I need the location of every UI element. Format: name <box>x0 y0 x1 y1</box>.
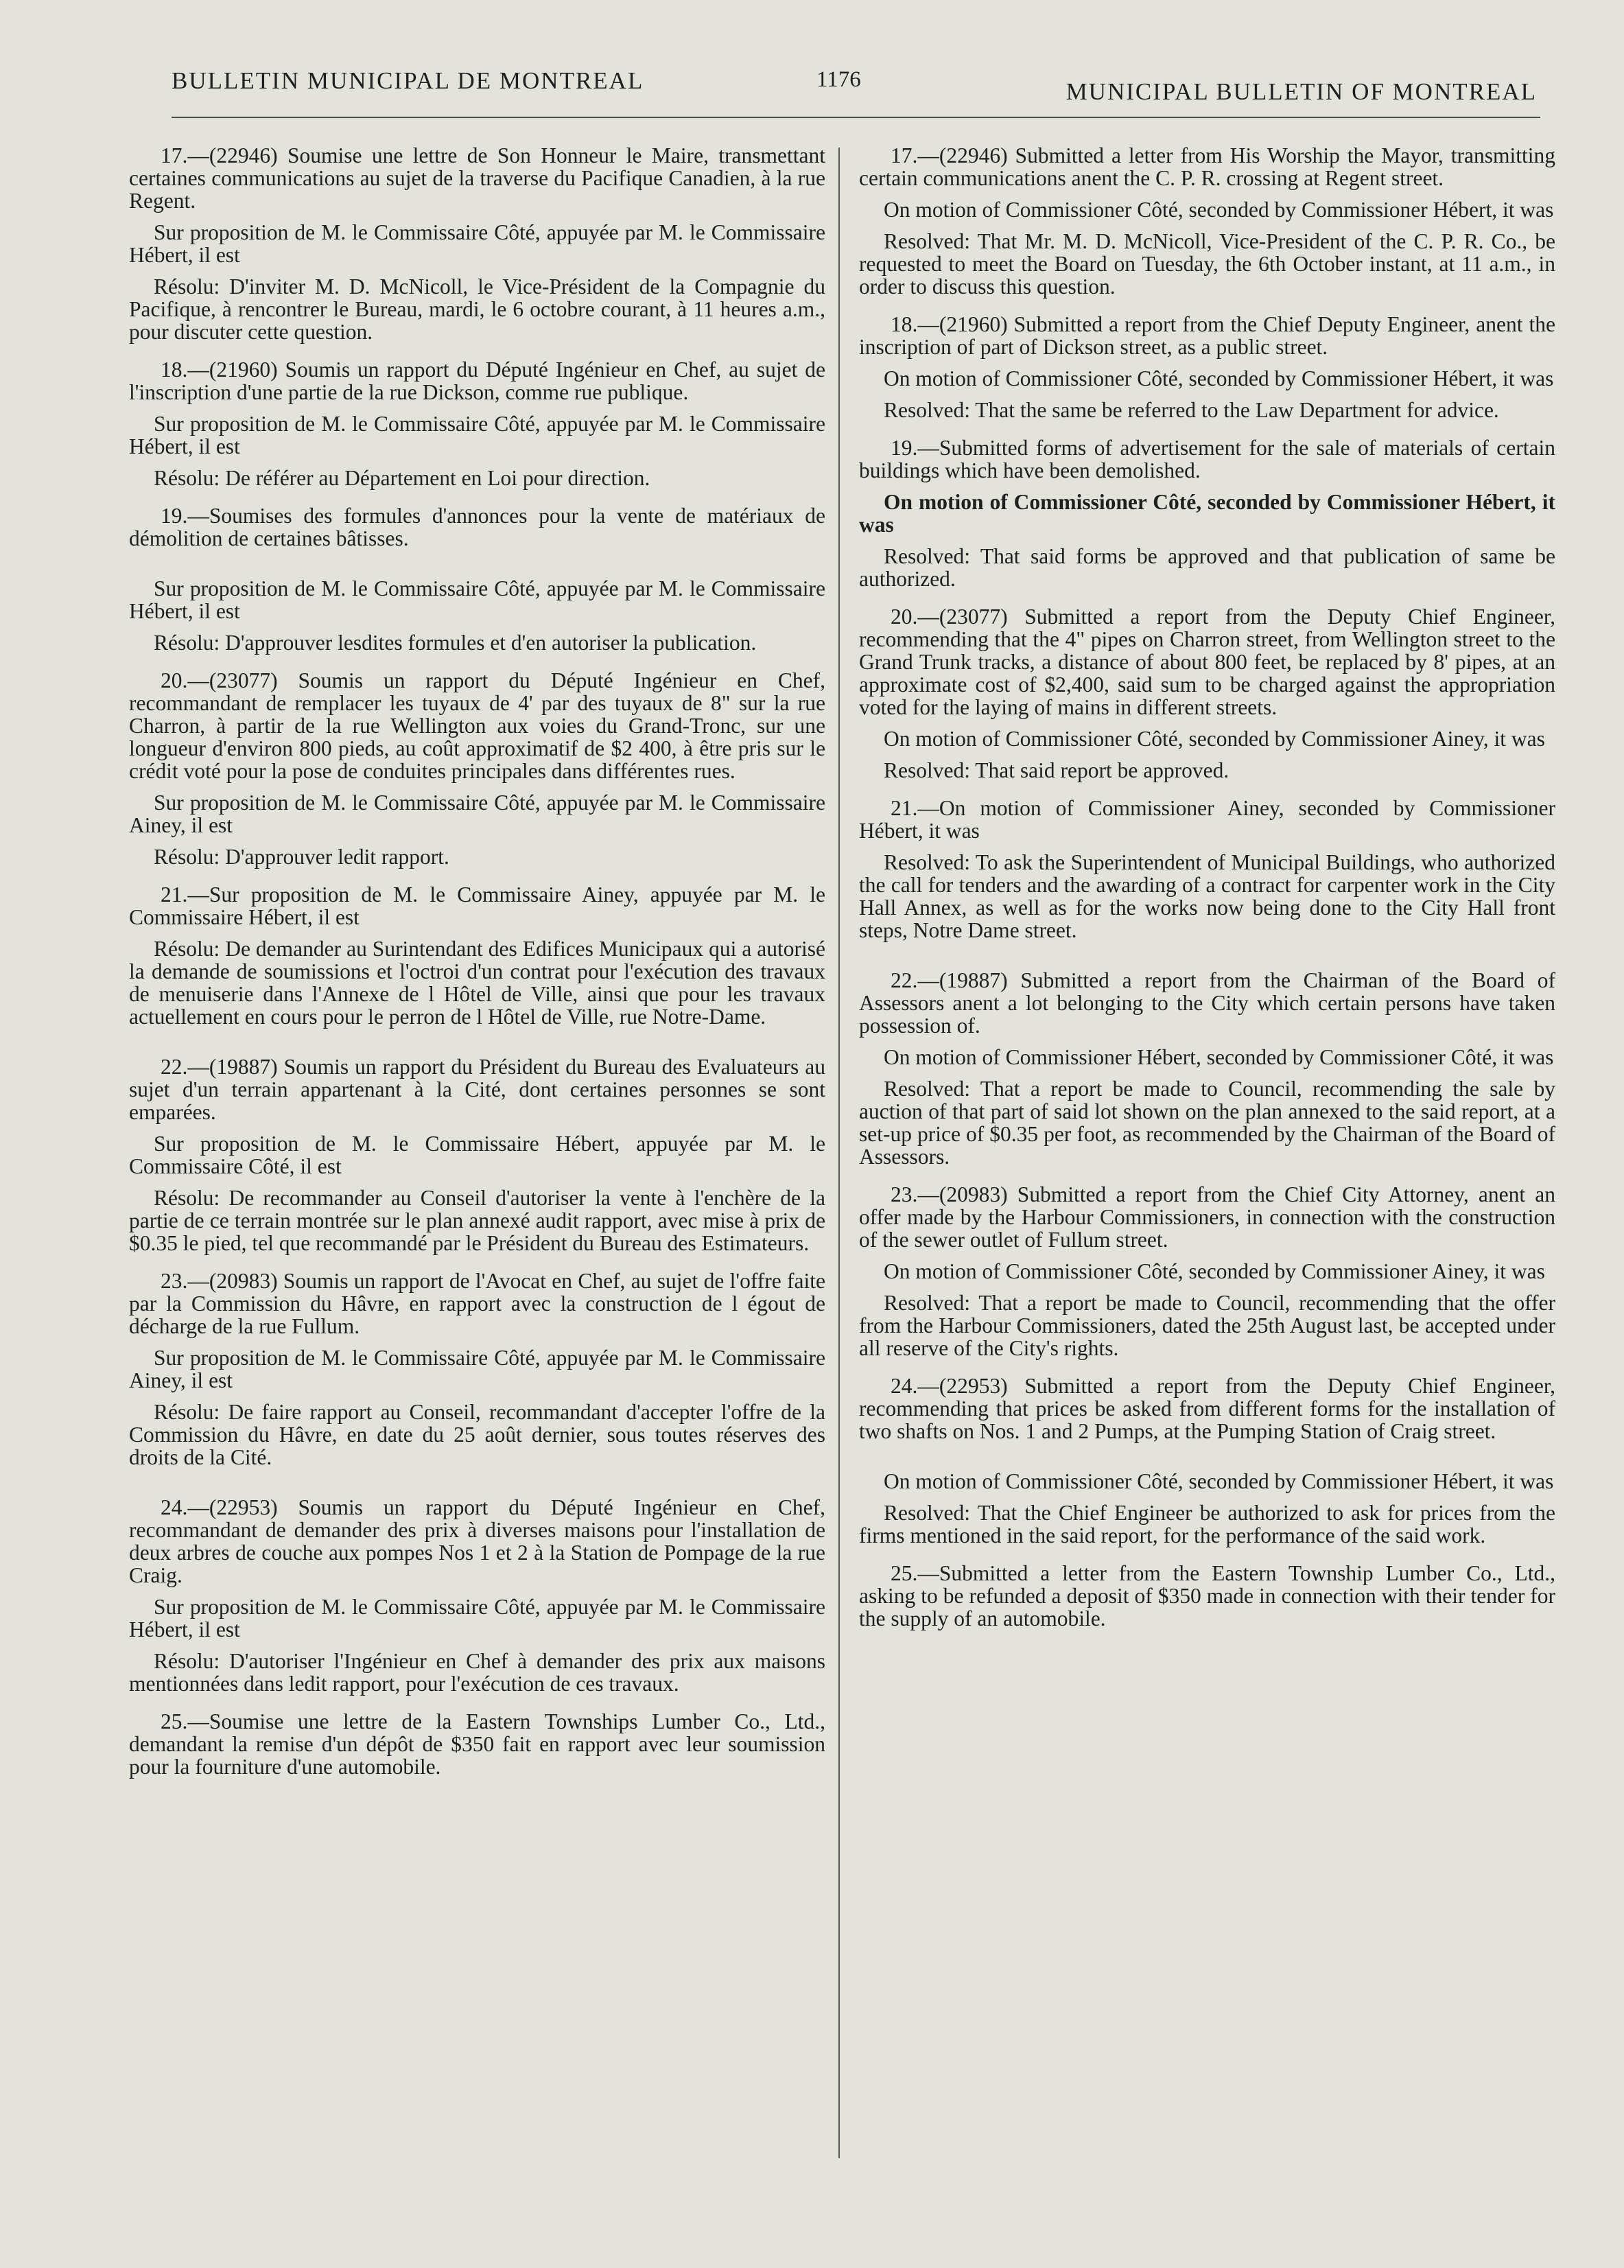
fr-motion-23: Sur proposition de M. le Commissaire Côté, appuyée par M. le Commissaire Ainey, il est <box>129 1346 825 1392</box>
en-item-24: 24.—(22953) Submitted a report from the Deputy Chief Engineer, recommending that prices be asked from different forms for the installation of two shafts on Nos. 1 and 2 Pumps, at the Pumping Station of Craig street. <box>859 1374 1555 1443</box>
fr-motion-24: Sur proposition de M. le Commissaire Côté, appuyée par M. le Commissaire Hébert, il est <box>129 1595 825 1641</box>
header-english-title: MUNICIPAL BULLETIN OF MONTREAL <box>1066 78 1537 105</box>
fr-resolution-17: Résolu: D'inviter M. D. McNicoll, le Vice-Président de la Compagnie du Pacifique, à rencontrer le Bureau, mardi, le 6 octobre courant, à 11 heures a.m., pour discuter cette question. <box>129 274 825 344</box>
en-item-17: 17.—(22946) Submitted a letter from His Worship the Mayor, transmitting certain communications anent the C. P. R. crossing at Regent street. <box>859 143 1555 190</box>
fr-resolution-22: Résolu: De recommander au Conseil d'autoriser la vente à l'enchère de la partie de ce terrain montrée sur le plan annexé audit rapport, avec mise à prix de $0.35 le pied, tel que recommandé par le Président du Bureau des Estimateurs. <box>129 1186 825 1255</box>
fr-item-24: 24.—(22953) Soumis un rapport du Député Ingénieur en Chef, recommandant de demander des prix à diverses maisons pour l'installation de deux arbres de couche aux pompes Nos 1 et 2 à la Station de Pompage de la rue Craig. <box>129 1495 825 1587</box>
en-motion-17: On motion of Commissioner Côté, seconded by Commissioner Hébert, it was <box>884 198 1554 222</box>
fr-item-20: 20.—(23077) Soumis un rapport du Député Ingénieur en Chef, recommandant de remplacer les tuyaux de 4' par des tuyaux de 8" sur la rue Charron, à partir de la rue Wellington aux voies du Grand-Tronc, sur une longueur d'environ 800 pieds, au coût approximatif de $2 400, à être pris sur le crédit voté pour la pose de conduites principales dans différentes rues. <box>129 668 825 783</box>
fr-motion-20: Sur proposition de M. le Commissaire Côté, appuyée par M. le Commissaire Ainey, il est <box>129 791 825 837</box>
fr-item-25: 25.—Soumise une lettre de la Eastern Townships Lumber Co., Ltd., demandant la remise d'un dépôt de $350 fait en rapport avec leur soumission pour la fourniture d'une automobile. <box>129 1709 825 1779</box>
en-resolution-21: Resolved: To ask the Superintendent of Municipal Buildings, who authorized the call for tenders and the awarding of a contract for carpenter work in the City Hall Annex, as well as for the works now being done to the City Hall front steps, Notre Dame street. <box>859 850 1555 942</box>
fr-item-23: 23.—(20983) Soumis un rapport de l'Avocat en Chef, au sujet de l'offre faite par la Commission du Hâvre, en rapport avec la construction de l égout de décharge de la rue Fullum. <box>129 1269 825 1338</box>
en-resolution-24: Resolved: That the Chief Engineer be authorized to ask for prices from the firms mentioned in the said report, for the performance of the said work. <box>859 1501 1555 1547</box>
fr-resolution-20: Résolu: D'approuver ledit rapport. <box>154 845 449 869</box>
fr-item-17: 17.—(22946) Soumise une lettre de Son Honneur le Maire, transmettant certaines communications au sujet de la traverse du Pacifique Canadien, à la rue Regent. <box>129 143 825 213</box>
fr-motion-17: Sur proposition de M. le Commissaire Côté, appuyée par M. le Commissaire Hébert, il est <box>129 220 825 267</box>
french-column <box>129 144 825 1787</box>
header-french-title: BULLETIN MUNICIPAL DE MONTREAL <box>172 67 644 94</box>
en-item-22: 22.—(19887) Submitted a report from the Chairman of the Board of Assessors anent a lot belonging to the City which certain persons have taken possession of. <box>859 968 1555 1038</box>
en-motion-23: On motion of Commissioner Côté, seconded by Commissioner Ainey, it was <box>884 1259 1545 1283</box>
fr-item-19: 19.—Soumises des formules d'annonces pour la vente de matériaux de démolition de certaines bâtisses. <box>129 504 825 550</box>
en-motion-22: On motion of Commissioner Hébert, seconded by Commissioner Côté, it was <box>884 1045 1554 1069</box>
english-column <box>859 144 1555 1639</box>
en-motion-20: On motion of Commissioner Côté, seconded by Commissioner Ainey, it was <box>884 727 1545 751</box>
fr-resolution-18: Résolu: De référer au Département en Loi pour direction. <box>154 466 650 490</box>
fr-resolution-19: Résolu: D'approuver lesdites formules et d'en autoriser la publication. <box>154 631 757 655</box>
fr-motion-22: Sur proposition de M. le Commissaire Hébert, appuyée par M. le Commissaire Côté, il est <box>129 1132 825 1178</box>
fr-resolution-24: Résolu: D'autoriser l'Ingénieur en Chef à demander des prix aux maisons mentionnées dans ledit rapport, pour l'exécution de ces travaux. <box>129 1649 825 1696</box>
column-divider <box>838 148 840 2158</box>
en-item-25: 25.—Submitted a letter from the Eastern Township Lumber Co., Ltd., asking to be refunded a deposit of $350 made in connection with their tender for the supply of an automobile. <box>859 1561 1555 1630</box>
fr-resolution-23: Résolu: De faire rapport au Conseil, recommandant d'accepter l'offre de la Commission du Hâvre, en date du 25 août dernier, sous toutes réserves des droits de la Cité. <box>129 1400 825 1469</box>
en-motion-19: On motion of Commissioner Côté, seconded by Commissioner Hébert, it was <box>859 490 1555 537</box>
en-resolution-20: Resolved: That said report be approved. <box>884 758 1229 782</box>
page-header <box>172 63 1537 104</box>
en-item-18: 18.—(21960) Submitted a report from the Chief Deputy Engineer, anent the inscription of part of Dickson street, as a public street. <box>859 312 1555 359</box>
en-item-20: 20.—(23077) Submitted a report from the Deputy Chief Engineer, recommending that the 4" pipes on Charron street, from Wellington street to the Grand Trunk tracks, a distance of about 800 feet, be replaced by 8' pipes, at an approximate cost of $2,400, said sum to be charged against the appropriation voted for the laying of mains in different streets. <box>859 605 1555 719</box>
en-motion-24: On motion of Commissioner Côté, seconded by Commissioner Hébert, it was <box>884 1469 1554 1493</box>
fr-resolution-21: Résolu: De demander au Surintendant des Edifices Municipaux qui a autorisé la demande de soumissions et l'octroi d'un contrat pour l'exécution des travaux de menuiserie dans l'Annexe de l Hôtel de Ville, ainsi que pour les travaux actuellement en cours pour le perron de l Hôtel de Ville, rue Notre-Dame. <box>129 937 825 1029</box>
en-item-23: 23.—(20983) Submitted a report from the Chief City Attorney, anent an offer made by the Harbour Commissioners, in connection with the construction of the sewer outlet of Fullum street. <box>859 1182 1555 1252</box>
fr-item-21: 21.—Sur proposition de M. le Commissaire Ainey, appuyée par M. le Commissaire Hébert, il est <box>129 882 825 929</box>
header-rule <box>172 117 1540 118</box>
en-resolution-18: Resolved: That the same be referred to the Law Department for advice. <box>884 398 1499 422</box>
en-item-19: 19.—Submitted forms of advertisement for the sale of materials of certain buildings which have been demolished. <box>859 436 1555 482</box>
page-number: 1176 <box>816 67 861 92</box>
en-item-21: 21.—On motion of Commissioner Ainey, seconded by Commissioner Hébert, it was <box>859 796 1555 843</box>
fr-item-22: 22.—(19887) Soumis un rapport du Président du Bureau des Evaluateurs au sujet d'un terrain appartenant à la Cité, dont certaines personnes se sont emparées. <box>129 1055 825 1124</box>
fr-motion-18: Sur proposition de M. le Commissaire Côté, appuyée par M. le Commissaire Hébert, il est <box>129 412 825 458</box>
fr-motion-19: Sur proposition de M. le Commissaire Côté, appuyée par M. le Commissaire Hébert, il est <box>129 576 825 623</box>
en-resolution-19: Resolved: That said forms be approved and that publication of same be authorized. <box>859 544 1555 591</box>
en-resolution-17: Resolved: That Mr. M. D. McNicoll, Vice-President of the C. P. R. Co., be requested to meet the Board on Tuesday, the 6th October instant, at 11 a.m., in order to discuss this question. <box>859 229 1555 299</box>
en-resolution-22: Resolved: That a report be made to Council, recommending the sale by auction of that part of said lot shown on the plan annexed to the said report, at a set-up price of $0.35 per foot, as recommended by the Chairman of the Board of Assessors. <box>859 1077 1555 1169</box>
en-resolution-23: Resolved: That a report be made to Council, recommending that the offer from the Harbour Commissioners, dated the 25th August last, be accepted under all reserve of the City's rights. <box>859 1291 1555 1360</box>
fr-item-18: 18.—(21960) Soumis un rapport du Député Ingénieur en Chef, au sujet de l'inscription d'une partie de la rue Dickson, comme rue publique. <box>129 358 825 404</box>
en-motion-18: On motion of Commissioner Côté, seconded by Commissioner Hébert, it was <box>884 366 1554 390</box>
